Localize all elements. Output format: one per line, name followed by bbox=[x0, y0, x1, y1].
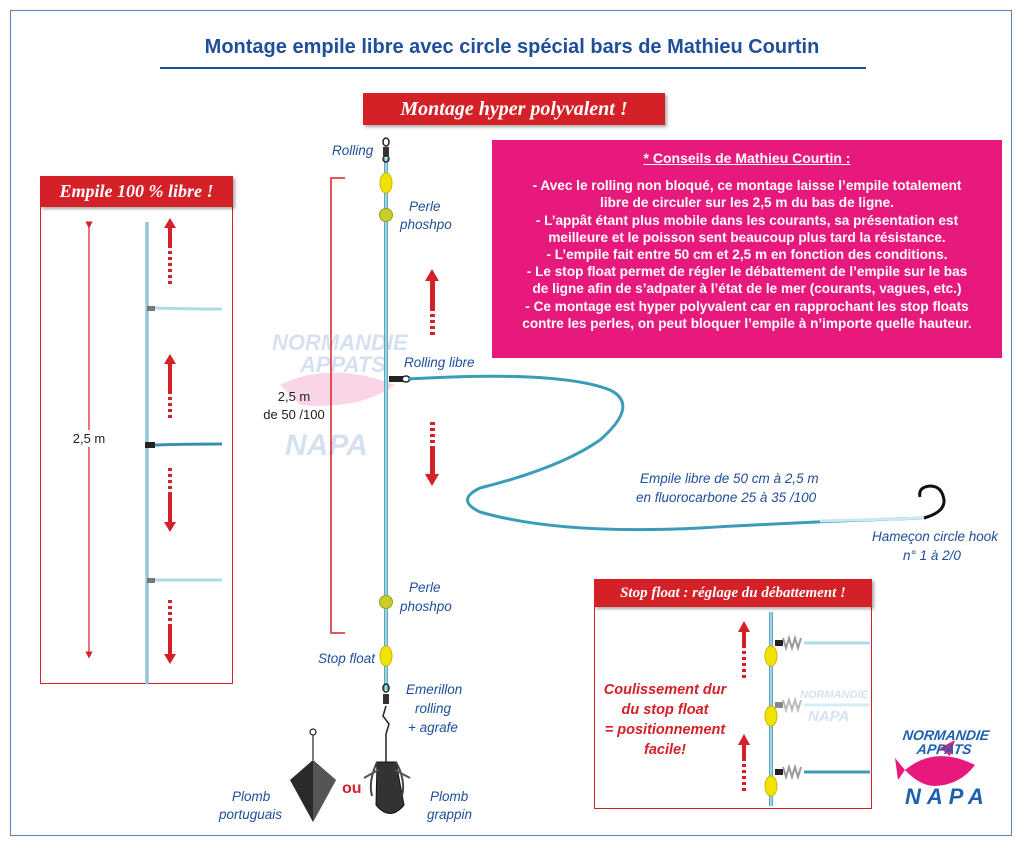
label-empile-2: en fluorocarbone 25 à 35 /100 bbox=[636, 490, 817, 505]
label-length-2: de 50 /100 bbox=[263, 407, 325, 422]
label-perle-top-2: phoshpo bbox=[400, 217, 452, 232]
advice-line: - L’empile fait entre 50 cm et 2,5 m en fonction des conditions. bbox=[546, 247, 948, 263]
left-arrow-down-1 bbox=[164, 468, 176, 532]
label-left-length: 2,5 m bbox=[62, 430, 116, 447]
label-plomb-grappin-2: grappin bbox=[427, 807, 473, 822]
label-perle-top-1: Perle bbox=[409, 199, 441, 214]
pyramid-lead bbox=[290, 729, 336, 822]
stop-snood-bottom bbox=[775, 767, 870, 777]
label-ou: ou bbox=[342, 780, 362, 797]
rolling-libre bbox=[389, 376, 410, 382]
advice-line: - L’appât étant plus mobile dans les courants, sa présentation est bbox=[535, 212, 959, 228]
stop-note-line: = positionnement bbox=[604, 722, 726, 738]
logo-normandie: NORMANDIE bbox=[901, 727, 991, 743]
left-arrow-up-1 bbox=[164, 218, 176, 284]
logo-appats: APPATS bbox=[915, 741, 973, 757]
label-length-1: 2,5 m bbox=[277, 389, 311, 404]
left-arrow-down-2 bbox=[164, 600, 176, 664]
banner-main: Montage hyper polyvalent ! bbox=[363, 93, 665, 125]
stop-arrow-up-1 bbox=[738, 621, 750, 678]
page-title: Montage empile libre avec circle spécial bars de Mathieu Courtin bbox=[204, 36, 820, 58]
stop-panel-drawing bbox=[738, 612, 870, 806]
svg-text:NORMANDIE: NORMANDIE bbox=[800, 689, 868, 701]
advice-line: - Avec le rolling non bloqué, ce montage laisse l’empile totalement bbox=[532, 178, 962, 194]
advice-line: - Ce montage est hyper polyvalent car en rapprochant les stop floats bbox=[525, 298, 969, 314]
stop-arrow-up-2 bbox=[738, 734, 750, 791]
advice-line: de ligne afin de s’adpater à l’état de le mer (courants, vagues, etc.) bbox=[532, 281, 962, 297]
label-emerillon-1: Emerillon bbox=[406, 682, 463, 697]
svg-text:NAPA: NAPA bbox=[285, 429, 368, 462]
left-snood-bottom bbox=[147, 578, 222, 583]
label-rolling-libre: Rolling libre bbox=[404, 355, 475, 370]
advice-line: libre de circuler sur les 2,5 m du bas de ligne. bbox=[600, 195, 894, 211]
stop-note-line: facile! bbox=[644, 742, 686, 758]
top-float bbox=[380, 173, 392, 193]
left-snood-mid bbox=[145, 442, 222, 448]
svg-text:NAPA: NAPA bbox=[808, 708, 850, 725]
label-perle-bot-2: phoshpo bbox=[400, 599, 452, 614]
banner-stop-float: Stop float : réglage du débattement ! bbox=[594, 579, 872, 607]
center-arrow-down bbox=[425, 422, 439, 486]
top-pearl bbox=[380, 209, 393, 222]
left-snood-top bbox=[147, 306, 222, 311]
stop-snood-top bbox=[775, 638, 870, 648]
label-emerillon-3: + agrafe bbox=[408, 720, 458, 735]
label-rolling: Rolling bbox=[332, 143, 374, 158]
stop-float-note bbox=[600, 680, 730, 760]
label-hook-1: Hameçon circle hook bbox=[872, 529, 999, 544]
advice-line: meilleure et le poisson sent beaucoup plus tard la résistance. bbox=[548, 229, 946, 245]
advice-line: contre les perles, on peut bloquer l’empile à n’importe quelle hauteur. bbox=[522, 315, 972, 331]
stop-float bbox=[380, 646, 392, 666]
label-empile-1: Empile libre de 50 cm à 2,5 m bbox=[640, 471, 819, 486]
label-perle-bot-1: Perle bbox=[409, 580, 441, 595]
left-arrow-up-2 bbox=[164, 354, 176, 418]
svg-text:APPATS: APPATS bbox=[300, 352, 386, 377]
center-arrow-up bbox=[425, 269, 439, 335]
label-plomb-portuguais-1: Plomb bbox=[232, 789, 271, 804]
grappin-lead bbox=[364, 734, 410, 814]
emerillon-agrafe bbox=[383, 684, 389, 734]
label-stop-float: Stop float bbox=[318, 651, 376, 666]
advice-line: - Le stop float permet de régler le débattement de l’empile sur le bas bbox=[526, 264, 968, 280]
svg-text:NORMANDIE: NORMANDIE bbox=[272, 330, 408, 355]
label-plomb-grappin-1: Plomb bbox=[430, 789, 469, 804]
stop-note-line: Coulissement dur bbox=[603, 682, 727, 698]
stop-note-line: du stop float bbox=[621, 702, 709, 718]
logo-napa: NAPA bbox=[905, 784, 990, 809]
label-emerillon-2: rolling bbox=[415, 701, 452, 716]
banner-empile-libre: Empile 100 % libre ! bbox=[40, 176, 233, 207]
left-panel-drawing bbox=[89, 218, 222, 684]
label-plomb-portuguais-2: portuguais bbox=[219, 807, 283, 822]
bottom-pearl bbox=[380, 596, 393, 609]
label-hook-2: n° 1 à 2/0 bbox=[903, 548, 961, 563]
circle-hook bbox=[920, 486, 944, 518]
advice-title: * Conseils de Mathieu Courtin : bbox=[643, 150, 851, 166]
